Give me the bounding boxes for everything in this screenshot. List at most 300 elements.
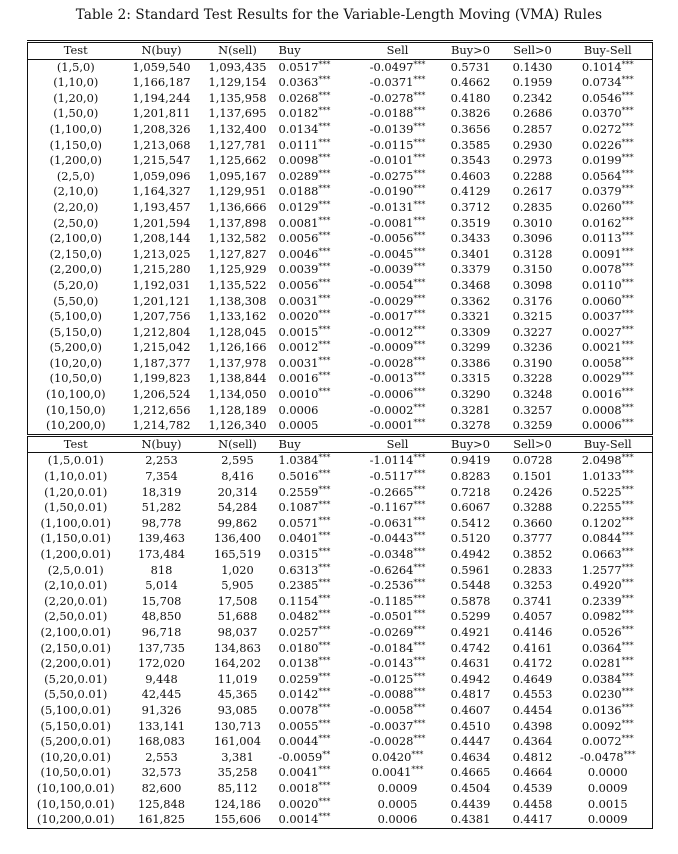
cell-test: (10,100,0.01) bbox=[28, 781, 124, 797]
cell-buy: 0.0180*** bbox=[278, 640, 331, 655]
cell-buy-sell: 0.0009 bbox=[564, 812, 653, 828]
cell-buy: 0.0018*** bbox=[278, 780, 331, 795]
header-n-sell: N(sell) bbox=[200, 435, 276, 453]
cell-n-buy: 1,208,144 bbox=[132, 231, 191, 246]
cell-buy-sell: -0.0478*** bbox=[564, 750, 653, 766]
cell-sell-gt-0: 0.4398 bbox=[512, 718, 553, 733]
cell-sell: -0.0275*** bbox=[369, 168, 426, 183]
table-row bbox=[28, 781, 653, 797]
cell-sell-gt-0: 0.1501 bbox=[512, 469, 553, 484]
cell-test: (5,150,0) bbox=[28, 325, 124, 341]
table-row bbox=[28, 765, 653, 781]
cell-buy-gt-0: 0.4817 bbox=[450, 687, 491, 702]
cell-sell-gt-0: 0.3227 bbox=[512, 324, 553, 339]
cell-buy: 0.0188*** bbox=[278, 184, 331, 199]
cell-n-buy: 137,735 bbox=[137, 640, 186, 655]
cell-sell-gt-0: 0.3248 bbox=[512, 387, 553, 402]
cell-sell-gt-0: 0.3253 bbox=[512, 578, 553, 593]
cell-sell-gt-0: 0.3777 bbox=[512, 531, 553, 546]
cell-test: (1,100,0) bbox=[28, 122, 124, 138]
cell-buy-gt-0: 0.4742 bbox=[450, 640, 491, 655]
cell-buy: 0.0012*** bbox=[278, 340, 331, 355]
cell-test: (5,150,0.01) bbox=[28, 719, 124, 735]
cell-buy-sell: 0.0078*** bbox=[564, 262, 653, 278]
cell-sell-gt-0: 0.2835 bbox=[512, 199, 553, 214]
cell-test: (5,200,0.01) bbox=[28, 734, 124, 750]
cell-buy-gt-0: 0.4607 bbox=[450, 702, 491, 717]
table-row bbox=[28, 750, 653, 766]
cell-buy-gt-0: 0.3543 bbox=[450, 153, 491, 168]
table-row bbox=[28, 387, 653, 403]
table-row bbox=[28, 418, 653, 435]
cell-n-sell: 1,137,978 bbox=[208, 355, 267, 370]
cell-test: (2,50,0.01) bbox=[28, 609, 124, 625]
cell-sell: -0.0115*** bbox=[369, 137, 426, 152]
cell-test: (1,150,0) bbox=[28, 138, 124, 154]
header-test: Test bbox=[28, 42, 124, 60]
cell-buy-sell: 0.4920*** bbox=[564, 578, 653, 594]
cell-buy-gt-0: 0.4504 bbox=[450, 780, 491, 795]
table-row bbox=[28, 231, 653, 247]
header-sell-gt-0: Sell>0 bbox=[502, 435, 564, 453]
cell-n-sell: 1,128,189 bbox=[208, 402, 267, 417]
cell-sell-gt-0: 0.3852 bbox=[512, 547, 553, 561]
cell-n-buy: 1,213,025 bbox=[132, 246, 191, 261]
cell-buy-gt-0: 0.3826 bbox=[450, 106, 491, 121]
table-row bbox=[28, 485, 653, 501]
cell-test: (2,10,0.01) bbox=[28, 578, 124, 594]
cell-buy: 0.0016*** bbox=[278, 371, 331, 386]
cell-buy-gt-0: 0.3401 bbox=[450, 246, 491, 261]
header-n-buy: N(buy) bbox=[124, 435, 200, 453]
cell-buy: 0.0056*** bbox=[278, 231, 331, 246]
header-row-panel1 bbox=[28, 42, 653, 60]
table-row bbox=[28, 641, 653, 657]
header-buy-gt-0: Buy>0 bbox=[440, 42, 502, 60]
cell-buy-sell: 0.0663*** bbox=[564, 547, 653, 563]
header-sell-gt-0: Sell>0 bbox=[502, 42, 564, 60]
cell-test: (2,10,0) bbox=[28, 184, 124, 200]
cell-n-sell: 17,508 bbox=[217, 593, 258, 608]
results-table bbox=[27, 40, 653, 829]
cell-sell-gt-0: 0.3259 bbox=[502, 418, 564, 435]
table-row bbox=[28, 153, 653, 169]
cell-test: (10,50,0) bbox=[28, 371, 124, 387]
cell-n-buy: 15,708 bbox=[141, 593, 182, 608]
cell-n-sell: 1,125,662 bbox=[208, 153, 267, 168]
cell-buy: 0.0111*** bbox=[278, 137, 331, 152]
cell-sell: -0.0056*** bbox=[369, 231, 426, 246]
cell-test: (10,150,0) bbox=[28, 403, 124, 419]
cell-sell: -0.0188*** bbox=[369, 106, 426, 121]
cell-n-buy: 1,166,187 bbox=[132, 75, 191, 90]
cell-buy-sell: 0.0734*** bbox=[564, 75, 653, 91]
header-n-buy: N(buy) bbox=[124, 42, 200, 60]
table-row bbox=[28, 656, 653, 672]
cell-buy-sell: 0.0982*** bbox=[564, 609, 653, 625]
cell-n-buy: 1,215,547 bbox=[132, 153, 191, 168]
cell-test: (1,150,0.01) bbox=[28, 531, 124, 547]
cell-n-buy: 96,718 bbox=[141, 624, 182, 639]
cell-n-buy: 1,194,244 bbox=[132, 90, 191, 105]
cell-sell: 0.0041*** bbox=[371, 765, 424, 780]
cell-n-sell: 1,127,827 bbox=[208, 246, 267, 261]
table-row bbox=[28, 500, 653, 516]
cell-sell: -0.2665*** bbox=[369, 484, 426, 499]
cell-sell: -0.0001*** bbox=[356, 418, 440, 435]
cell-sell-gt-0: 0.3096 bbox=[512, 231, 553, 246]
cell-n-buy: 161,825 bbox=[124, 812, 200, 828]
cell-test: (2,5,0.01) bbox=[28, 563, 124, 579]
cell-test: (1,50,0) bbox=[28, 106, 124, 122]
cell-buy-sell: 0.0029*** bbox=[564, 371, 653, 387]
cell-n-sell: 1,135,522 bbox=[208, 277, 267, 292]
cell-n-buy: 1,201,811 bbox=[132, 106, 191, 121]
table-row bbox=[28, 812, 653, 828]
cell-n-buy: 51,282 bbox=[141, 500, 182, 515]
cell-sell-gt-0: 0.3660 bbox=[512, 515, 553, 530]
cell-buy-sell: 0.1014*** bbox=[564, 59, 653, 75]
cell-n-buy: 9,448 bbox=[145, 671, 178, 686]
cell-buy-gt-0: 0.5448 bbox=[450, 578, 491, 593]
cell-buy-gt-0: 0.3309 bbox=[450, 324, 491, 339]
table-row bbox=[28, 169, 653, 185]
cell-test: (2,200,0) bbox=[28, 262, 124, 278]
cell-sell: -0.0497*** bbox=[369, 59, 426, 74]
cell-test: (10,20,0.01) bbox=[28, 750, 124, 766]
cell-buy-gt-0: 0.4447 bbox=[450, 734, 491, 749]
cell-n-sell: 1,133,162 bbox=[208, 309, 267, 324]
cell-sell-gt-0: 0.2686 bbox=[512, 106, 553, 121]
cell-sell: -0.0131*** bbox=[369, 199, 426, 214]
cell-n-buy: 7,354 bbox=[145, 469, 178, 484]
cell-buy: 0.2385*** bbox=[278, 578, 331, 593]
cell-buy-sell: 0.0110*** bbox=[564, 278, 653, 294]
table-row bbox=[28, 703, 653, 719]
cell-buy-sell: 0.5225*** bbox=[564, 485, 653, 501]
cell-sell: -0.0184*** bbox=[369, 640, 426, 655]
cell-sell: -0.0501*** bbox=[369, 609, 426, 624]
cell-buy: 0.0010*** bbox=[278, 387, 331, 402]
cell-n-sell: 54,284 bbox=[217, 500, 258, 515]
cell-buy: 0.0006 bbox=[278, 402, 319, 417]
table-row bbox=[28, 122, 653, 138]
cell-sell: -0.0045*** bbox=[369, 246, 426, 261]
cell-n-buy: 32,573 bbox=[141, 765, 182, 780]
cell-n-buy: 1,213,068 bbox=[132, 137, 191, 152]
cell-sell: -0.0058*** bbox=[369, 702, 426, 717]
cell-n-buy: 82,600 bbox=[141, 780, 182, 795]
header-row-panel2 bbox=[28, 435, 653, 453]
header-sell: Sell bbox=[356, 435, 440, 453]
cell-buy-sell: 0.0546*** bbox=[564, 91, 653, 107]
cell-n-sell: 1,093,435 bbox=[208, 59, 267, 74]
cell-n-sell: 35,258 bbox=[217, 765, 258, 780]
cell-sell-gt-0: 0.4649 bbox=[512, 671, 553, 686]
cell-test: (1,5,0) bbox=[28, 59, 124, 75]
cell-test: (2,150,0) bbox=[28, 247, 124, 263]
cell-n-buy: 1,206,524 bbox=[132, 387, 191, 402]
cell-buy-sell: 0.0379*** bbox=[564, 184, 653, 200]
cell-test: (2,100,0) bbox=[28, 231, 124, 247]
cell-n-sell: 1,138,308 bbox=[208, 293, 267, 308]
cell-n-sell: 134,863 bbox=[213, 640, 262, 655]
cell-buy-sell: 0.0058*** bbox=[564, 356, 653, 372]
cell-buy-gt-0: 0.3278 bbox=[440, 418, 502, 435]
cell-test: (10,200,0) bbox=[28, 418, 124, 435]
cell-sell: -0.0125*** bbox=[369, 671, 426, 686]
cell-n-buy: 42,445 bbox=[141, 687, 182, 702]
cell-n-sell: 1,126,166 bbox=[208, 340, 267, 355]
cell-sell-gt-0: 0.4146 bbox=[512, 624, 553, 639]
cell-buy-sell: 0.2255*** bbox=[564, 500, 653, 516]
cell-sell-gt-0: 0.3190 bbox=[512, 355, 553, 370]
cell-buy-gt-0: 0.3468 bbox=[450, 277, 491, 292]
cell-buy: 0.1154*** bbox=[278, 593, 331, 608]
cell-buy-sell: 0.0162*** bbox=[564, 216, 653, 232]
cell-buy: 0.6313*** bbox=[278, 562, 331, 577]
cell-sell-gt-0: 0.3128 bbox=[512, 246, 553, 261]
cell-test: (1,10,0.01) bbox=[28, 469, 124, 485]
cell-n-buy: 172,020 bbox=[137, 656, 186, 671]
table-row bbox=[28, 594, 653, 610]
table-row bbox=[28, 578, 653, 594]
cell-buy: 0.0315*** bbox=[278, 547, 331, 561]
cell-buy: 0.0098*** bbox=[278, 153, 331, 168]
cell-n-sell: 1,095,167 bbox=[208, 168, 267, 183]
cell-test: (2,150,0.01) bbox=[28, 641, 124, 657]
cell-buy-sell: 0.0136*** bbox=[564, 703, 653, 719]
cell-buy-gt-0: 0.4631 bbox=[450, 656, 491, 671]
cell-buy: 0.1087*** bbox=[278, 500, 331, 515]
table-row bbox=[28, 797, 653, 813]
cell-n-buy: 1,215,042 bbox=[132, 340, 191, 355]
table-row bbox=[28, 719, 653, 735]
cell-n-buy: 1,059,540 bbox=[132, 59, 191, 74]
header-buy-sell: Buy-Sell bbox=[564, 435, 653, 453]
cell-buy-gt-0: 0.5731 bbox=[450, 59, 491, 74]
cell-n-buy: 173,484 bbox=[137, 547, 186, 561]
cell-buy: 0.0257*** bbox=[278, 624, 331, 639]
cell-buy-sell: 0.0526*** bbox=[564, 625, 653, 641]
cell-buy-gt-0: 0.4921 bbox=[450, 624, 491, 639]
cell-sell-gt-0: 0.4553 bbox=[512, 687, 553, 702]
cell-n-sell: 1,135,958 bbox=[208, 90, 267, 105]
cell-n-sell: 1,134,050 bbox=[208, 387, 267, 402]
cell-sell: 0.0009 bbox=[377, 780, 418, 795]
cell-sell: -0.0088*** bbox=[369, 687, 426, 702]
cell-sell-gt-0: 0.4539 bbox=[512, 780, 553, 795]
cell-buy: 0.0039*** bbox=[278, 262, 331, 277]
cell-sell: -0.0002*** bbox=[369, 402, 426, 417]
cell-buy-sell: 0.0009 bbox=[564, 781, 653, 797]
cell-n-sell: 1,127,781 bbox=[208, 137, 267, 152]
cell-sell: -0.0039*** bbox=[369, 262, 426, 277]
cell-n-buy: 1,192,031 bbox=[132, 277, 191, 292]
cell-test: (2,50,0) bbox=[28, 216, 124, 232]
table-row bbox=[28, 403, 653, 419]
cell-n-sell: 1,126,340 bbox=[200, 418, 276, 435]
cell-sell-gt-0: 0.3098 bbox=[512, 277, 553, 292]
cell-test: (1,20,0) bbox=[28, 91, 124, 107]
cell-test: (2,5,0) bbox=[28, 169, 124, 185]
cell-test: (2,20,0.01) bbox=[28, 594, 124, 610]
cell-test: (5,200,0) bbox=[28, 340, 124, 356]
cell-n-buy: 2,553 bbox=[145, 749, 178, 764]
table-row bbox=[28, 309, 653, 325]
cell-buy-sell: 0.0281*** bbox=[564, 656, 653, 672]
cell-sell-gt-0: 0.4812 bbox=[512, 749, 553, 764]
cell-buy-sell: 0.0564*** bbox=[564, 169, 653, 185]
header-test: Test bbox=[28, 435, 124, 453]
cell-n-sell: 1,137,695 bbox=[208, 106, 267, 121]
cell-buy-sell: 0.0384*** bbox=[564, 672, 653, 688]
cell-sell: 0.0006 bbox=[356, 812, 440, 828]
cell-buy-gt-0: 0.4634 bbox=[450, 749, 491, 764]
cell-buy: 0.0041*** bbox=[278, 765, 331, 780]
cell-buy-gt-0: 0.3656 bbox=[450, 121, 491, 136]
cell-n-buy: 1,201,594 bbox=[132, 215, 191, 230]
cell-test: (1,10,0) bbox=[28, 75, 124, 91]
cell-n-sell: 1,132,400 bbox=[208, 121, 267, 136]
cell-sell-gt-0: 0.2617 bbox=[512, 184, 553, 199]
cell-sell: 0.0005 bbox=[377, 796, 418, 811]
cell-sell-gt-0: 0.3176 bbox=[512, 293, 553, 308]
cell-buy-sell: 0.0008*** bbox=[564, 403, 653, 419]
cell-sell-gt-0: 0.2930 bbox=[512, 137, 553, 152]
header-buy: Buy bbox=[276, 435, 356, 453]
cell-buy-gt-0: 0.3321 bbox=[450, 309, 491, 324]
cell-buy-gt-0: 0.4180 bbox=[450, 90, 491, 105]
cell-test: (5,50,0) bbox=[28, 294, 124, 310]
cell-n-sell: 1,129,951 bbox=[208, 184, 267, 199]
cell-n-buy: 1,193,457 bbox=[132, 199, 191, 214]
cell-buy-sell: 0.0260*** bbox=[564, 200, 653, 216]
cell-n-sell: 1,020 bbox=[221, 562, 254, 577]
cell-sell: -0.0139*** bbox=[369, 121, 426, 136]
cell-buy: 0.0020*** bbox=[278, 796, 331, 811]
cell-n-buy: 1,201,121 bbox=[132, 293, 191, 308]
cell-sell: -0.0028*** bbox=[369, 734, 426, 749]
table-row bbox=[28, 672, 653, 688]
cell-sell: -0.0017*** bbox=[369, 309, 426, 324]
cell-buy-gt-0: 0.3585 bbox=[450, 137, 491, 152]
cell-buy-gt-0: 0.3362 bbox=[450, 293, 491, 308]
cell-n-sell: 3,381 bbox=[221, 749, 254, 764]
header-buy-sell: Buy-Sell bbox=[564, 42, 653, 60]
table-row bbox=[28, 531, 653, 547]
cell-sell: -0.0269*** bbox=[369, 624, 426, 639]
cell-buy: 0.0020*** bbox=[278, 309, 331, 324]
cell-sell-gt-0: 0.2426 bbox=[512, 484, 553, 499]
cell-test: (5,20,0.01) bbox=[28, 672, 124, 688]
cell-sell-gt-0: 0.4417 bbox=[502, 812, 564, 828]
cell-sell: -0.2536*** bbox=[369, 578, 426, 593]
table-row bbox=[28, 216, 653, 232]
cell-buy-sell: 0.2339*** bbox=[564, 594, 653, 610]
cell-sell: -0.0006*** bbox=[369, 387, 426, 402]
cell-sell: -0.6264*** bbox=[369, 562, 426, 577]
cell-sell: -0.0348*** bbox=[369, 547, 426, 561]
cell-buy-gt-0: 0.3290 bbox=[450, 387, 491, 402]
cell-sell: -0.0028*** bbox=[369, 355, 426, 370]
cell-test: (5,100,0) bbox=[28, 309, 124, 325]
table-row bbox=[28, 609, 653, 625]
cell-sell: -0.5117*** bbox=[369, 469, 426, 484]
cell-buy-sell: 0.0027*** bbox=[564, 325, 653, 341]
cell-sell-gt-0: 0.3215 bbox=[512, 309, 553, 324]
cell-buy-gt-0: 0.3281 bbox=[450, 402, 491, 417]
cell-buy-sell: 0.0230*** bbox=[564, 687, 653, 703]
cell-sell: -1.0114*** bbox=[369, 453, 426, 468]
cell-buy-gt-0: 0.3519 bbox=[450, 215, 491, 230]
cell-buy: 0.0005 bbox=[276, 418, 356, 435]
cell-buy: 0.0031*** bbox=[278, 293, 331, 308]
cell-buy-sell: 0.1202*** bbox=[564, 516, 653, 532]
cell-buy: -0.0059** bbox=[278, 749, 331, 764]
cell-n-buy: 168,083 bbox=[137, 734, 186, 749]
cell-n-sell: 45,365 bbox=[217, 687, 258, 702]
cell-n-buy: 2,253 bbox=[145, 453, 178, 468]
cell-buy-sell: 0.0006*** bbox=[564, 418, 653, 435]
cell-sell-gt-0: 0.4458 bbox=[512, 796, 553, 811]
cell-buy: 0.0078*** bbox=[278, 702, 331, 717]
cell-buy-gt-0: 0.5961 bbox=[450, 562, 491, 577]
cell-buy: 0.0482*** bbox=[278, 609, 331, 624]
cell-sell: -0.0037*** bbox=[369, 718, 426, 733]
cell-sell-gt-0: 0.4364 bbox=[512, 734, 553, 749]
cell-buy-gt-0: 0.8283 bbox=[450, 469, 491, 484]
cell-n-buy: 1,199,823 bbox=[132, 371, 191, 386]
cell-n-sell: 1,129,154 bbox=[208, 75, 267, 90]
cell-sell: -0.0012*** bbox=[369, 324, 426, 339]
cell-sell-gt-0: 0.2288 bbox=[512, 168, 553, 183]
cell-sell-gt-0: 0.3741 bbox=[512, 593, 553, 608]
cell-buy-sell: 0.0060*** bbox=[564, 294, 653, 310]
cell-n-sell: 1,132,582 bbox=[208, 231, 267, 246]
cell-buy-sell: 0.0016*** bbox=[564, 387, 653, 403]
cell-sell-gt-0: 0.0728 bbox=[512, 453, 553, 468]
table-row bbox=[28, 247, 653, 263]
cell-sell-gt-0: 0.2833 bbox=[512, 562, 553, 577]
cell-sell-gt-0: 0.4664 bbox=[512, 765, 553, 780]
cell-buy-sell: 1.0133*** bbox=[564, 469, 653, 485]
cell-sell-gt-0: 0.2973 bbox=[512, 153, 553, 168]
cell-n-sell: 99,862 bbox=[217, 515, 258, 530]
cell-sell-gt-0: 0.3228 bbox=[512, 371, 553, 386]
cell-sell-gt-0: 0.2857 bbox=[512, 121, 553, 136]
table-row bbox=[28, 687, 653, 703]
table-row bbox=[28, 138, 653, 154]
cell-buy-sell: 0.0091*** bbox=[564, 247, 653, 263]
cell-buy-gt-0: 0.3379 bbox=[450, 262, 491, 277]
cell-n-sell: 2,595 bbox=[221, 453, 254, 468]
cell-sell-gt-0: 0.1959 bbox=[512, 75, 553, 90]
cell-sell-gt-0: 0.3288 bbox=[512, 500, 553, 515]
cell-sell-gt-0: 0.3150 bbox=[512, 262, 553, 277]
cell-n-buy: 98,778 bbox=[141, 515, 182, 530]
table-row bbox=[28, 59, 653, 75]
cell-n-sell: 51,688 bbox=[217, 609, 258, 624]
cell-buy-sell: 0.0000 bbox=[564, 765, 653, 781]
cell-n-sell: 1,128,045 bbox=[208, 324, 267, 339]
cell-buy-gt-0: 0.4942 bbox=[450, 547, 491, 561]
cell-test: (1,200,0) bbox=[28, 153, 124, 169]
cell-buy: 0.0044*** bbox=[278, 734, 331, 749]
cell-buy: 0.0056*** bbox=[278, 277, 331, 292]
cell-test: (2,20,0) bbox=[28, 200, 124, 216]
header-buy: Buy bbox=[276, 42, 356, 60]
